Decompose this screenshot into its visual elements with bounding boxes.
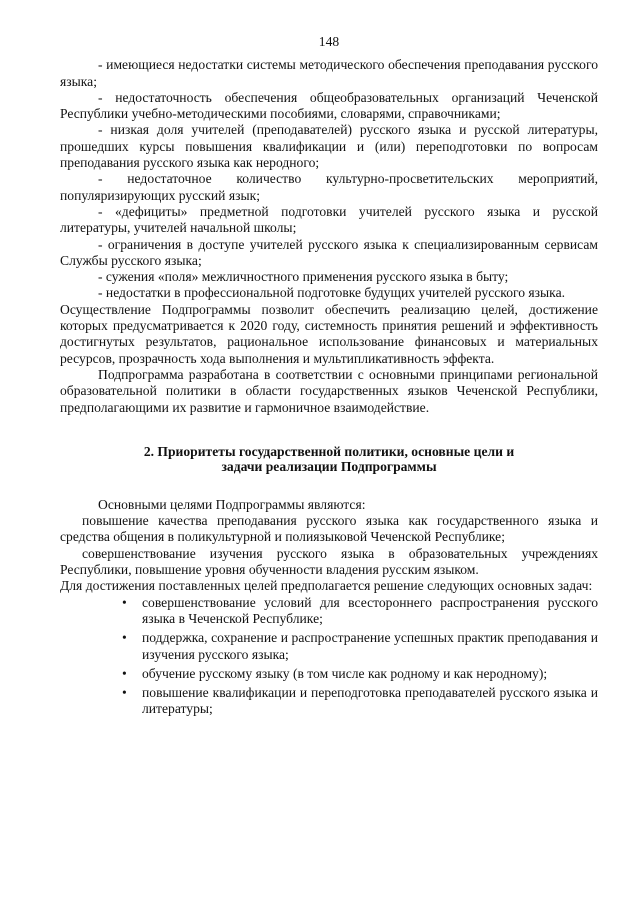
shortcoming-item-2: - недостаточность обеспечения общеобразовательных организаций Чеченской Республики учебно-методическими пособиями, словарями, справочниками; — [60, 89, 598, 122]
bullet-icon: • — [122, 630, 127, 646]
implementation-paragraph: Осуществление Подпрограммы позволит обеспечить реализацию целей, достижение которых предусматривается к 2020 году, системность принятия решений и эффективность достигнутых результатов, рациональное использование финансовых и материальных ресурсов, прозрачность хода выполнения и мультипликативность эффекта. — [60, 301, 598, 366]
tasks-list — [60, 595, 598, 718]
list-item — [122, 595, 598, 628]
shortcoming-item-8: - недостатки в профессиональной подготовке будущих учителей русского языка. — [98, 285, 566, 301]
shortcoming-item-6: - ограничения в доступе учителей русского языка к специализированным сервисам Службы русского языка; — [60, 236, 598, 268]
tasks-intro: Для достижения поставленных целей предполагается решение следующих основных задач: — [60, 578, 593, 594]
task-text: повышение квалификации и переподготовка преподавателей русского языка и литературы; — [142, 685, 598, 717]
section-heading — [60, 444, 598, 475]
task-text: совершенствование условий для всестороннего распространения русского языка в Чеченской Республике; — [142, 594, 598, 626]
bullet-icon: • — [122, 594, 127, 610]
goal-item-2: совершенствование изучения русского языка в образовательных учреждениях Республики, повышение уровня обученности владения русским языком. — [60, 545, 598, 578]
task-text: обучение русскому языку (в том числе как родному и как неродному); — [142, 665, 548, 681]
document-page — [60, 34, 598, 721]
section-heading-line-1: 2. Приоритеты государственной политики, основные цели и — [143, 443, 515, 459]
section-heading-line-2: задачи реализации Подпрограммы — [221, 459, 437, 475]
goal-item-1: повышение качества преподавания русского языка как государственного языка и средства общения в поликультурной и полиязыковой Чеченской Республике; — [60, 513, 598, 545]
page-number: 148 — [318, 34, 340, 49]
shortcoming-item-1: - имеющиеся недостатки системы методического обеспечения преподавания русского языка; — [60, 57, 598, 89]
goals-intro: Основными целями Подпрограммы являются: — [98, 496, 366, 512]
list-item — [122, 666, 598, 682]
bullet-icon: • — [122, 685, 127, 701]
developed-paragraph: Подпрограмма разработана в соответствии с основными принципами региональной образовательной политики в области государственных языков Чеченской Республики, предполагающими их развитие и гармоничное взаимодействие. — [60, 366, 598, 415]
bullet-icon: • — [122, 665, 127, 681]
shortcoming-item-7: - сужения «поля» межличностного применения русского языка в быту; — [98, 269, 509, 285]
task-text: поддержка, сохранение и распространение успешных практик преподавания и изучения русского языка; — [142, 630, 598, 662]
list-item — [122, 685, 598, 718]
shortcoming-item-4: - недостаточное количество культурно-просветительских мероприятий, популяризирующих русский язык; — [60, 171, 598, 203]
shortcoming-item-3: - низкая доля учителей (преподавателей) русского языка и русской литературы, прошедших курсы повышения квалификации и (или) переподготовки по вопросам преподавания русского языка как неродного; — [60, 122, 598, 171]
shortcoming-item-5: - «дефициты» предметной подготовки учителей русского языка и русской литературы, учителей начальной школы; — [60, 203, 598, 236]
list-item — [122, 630, 598, 663]
